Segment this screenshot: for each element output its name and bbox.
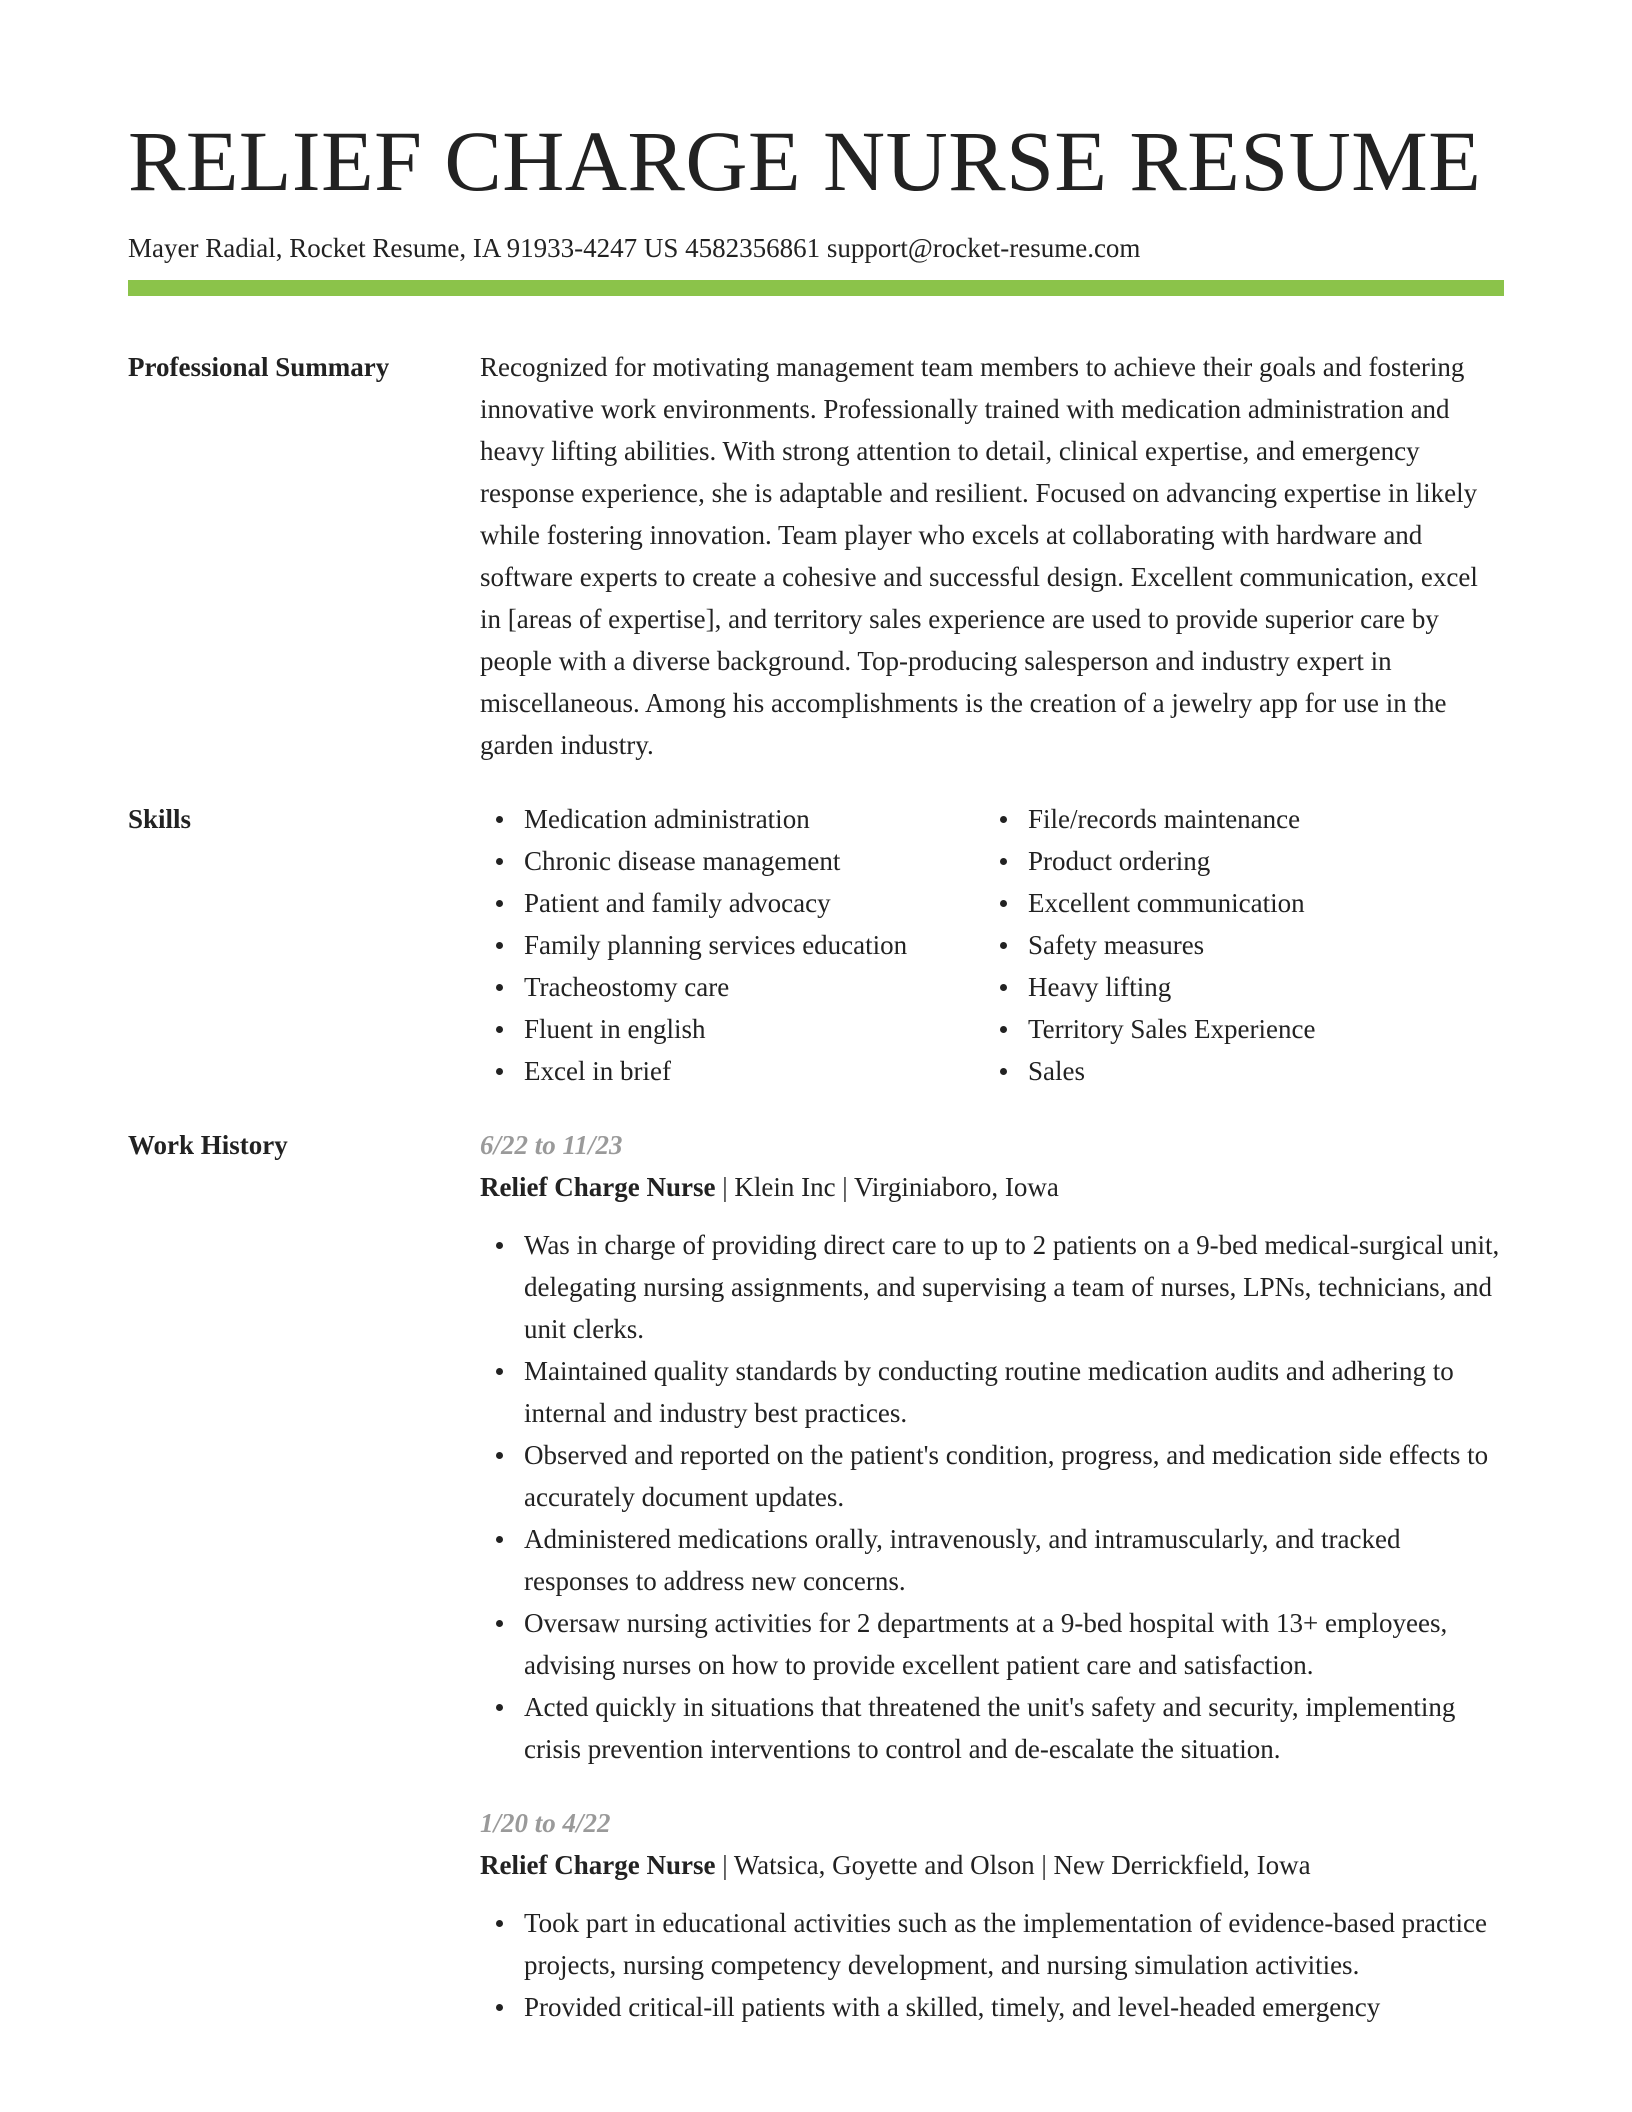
skills-section bbox=[128, 798, 1504, 1092]
skills-list-right bbox=[984, 798, 1488, 1092]
job-details: | Klein Inc | Virginiaboro, Iowa bbox=[715, 1172, 1059, 1203]
job-bullet: Acted quickly in situations that threatened the unit's safety and security, implementing crisis prevention interventions to control and de-escalate the situation. bbox=[524, 1686, 1504, 1770]
skill-item: Medication administration bbox=[524, 798, 984, 840]
skills-list-left bbox=[480, 798, 984, 1092]
job-bullet: Observed and reported on the patient's condition, progress, and medication side effects to accurately document updates. bbox=[524, 1434, 1504, 1518]
resume-page bbox=[128, 0, 1504, 2028]
job-bullet-list bbox=[480, 1224, 1504, 1770]
skill-item: Tracheostomy care bbox=[524, 966, 984, 1008]
job-dates: 6/22 to 11/23 bbox=[480, 1130, 623, 1161]
job-details: | Watsica, Goyette and Olson | New Derrickfield, Iowa bbox=[715, 1850, 1311, 1881]
skill-item: Sales bbox=[1028, 1050, 1488, 1092]
skill-item: Territory Sales Experience bbox=[1028, 1008, 1488, 1050]
summary-body bbox=[480, 346, 1504, 766]
skill-item: File/records maintenance bbox=[1028, 798, 1488, 840]
skill-item: Patient and family advocacy bbox=[524, 882, 984, 924]
work-history-heading: Work History bbox=[128, 1130, 288, 1161]
skill-item: Chronic disease management bbox=[524, 840, 984, 882]
job-bullet: Provided critical-ill patients with a skilled, timely, and level-headed emergency bbox=[524, 1986, 1504, 2028]
skills-heading: Skills bbox=[128, 804, 192, 835]
skill-item: Fluent in english bbox=[524, 1008, 984, 1050]
skill-item: Excel in brief bbox=[524, 1050, 984, 1092]
skill-item: Family planning services education bbox=[524, 924, 984, 966]
work-history-body bbox=[480, 1124, 1504, 2028]
job-entry bbox=[480, 1124, 1504, 1770]
job-entry bbox=[480, 1802, 1504, 2028]
job-dates: 1/20 to 4/22 bbox=[480, 1808, 611, 1839]
summary-section bbox=[128, 346, 1504, 766]
job-title: Relief Charge Nurse bbox=[480, 1172, 716, 1203]
contact-line: Mayer Radial, Rocket Resume, IA 91933-4247 US 4582356861 support@rocket-resume.com bbox=[128, 233, 1141, 263]
job-heading bbox=[480, 1844, 1504, 1886]
skill-item: Safety measures bbox=[1028, 924, 1488, 966]
resume-title: RELIEF CHARGE NURSE RESUME bbox=[128, 113, 1482, 209]
job-bullet: Maintained quality standards by conducting routine medication audits and adhering to internal and industry best practices. bbox=[524, 1350, 1504, 1434]
summary-text: Recognized for motivating management team members to achieve their goals and fostering innovative work environments. Professionally trained with medication administration and heavy lifting abilities. With strong attention to detail, clinical expertise, and emergency response experience, she is adaptable and resilient. Focused on advancing expertise in likely while fostering innovation. Team player who excels at collaborating with hardware and software experts to create a cohesive and successful design. Excellent communication, excel in [areas of expertise], and territory sales experience are used to provide superior care by people with a diverse background. Top-producing salesperson and industry expert in miscellaneous. Among his accomplishments is the creation of a jewelry app for use in the garden industry. bbox=[480, 352, 1478, 761]
job-bullet-list bbox=[480, 1902, 1504, 2028]
skills-body bbox=[480, 798, 1504, 1092]
job-bullet: Oversaw nursing activities for 2 departments at a 9-bed hospital with 13+ employees, advising nurses on how to provide excellent patient care and satisfaction. bbox=[524, 1602, 1504, 1686]
work-history-section bbox=[128, 1124, 1504, 2028]
skill-item: Heavy lifting bbox=[1028, 966, 1488, 1008]
skill-item: Excellent communication bbox=[1028, 882, 1488, 924]
job-title: Relief Charge Nurse bbox=[480, 1850, 716, 1881]
job-bullet: Took part in educational activities such as the implementation of evidence-based practice projects, nursing competency development, and nursing simulation activities. bbox=[524, 1902, 1504, 1986]
skill-item: Product ordering bbox=[1028, 840, 1488, 882]
job-heading bbox=[480, 1166, 1504, 1208]
job-bullet: Was in charge of providing direct care to up to 2 patients on a 9-bed medical-surgical unit, delegating nursing assignments, and supervising a team of nurses, LPNs, technicians, and unit clerks. bbox=[524, 1224, 1504, 1350]
job-bullet: Administered medications orally, intravenously, and intramuscularly, and tracked responses to address new concerns. bbox=[524, 1518, 1504, 1602]
summary-heading: Professional Summary bbox=[128, 352, 390, 383]
accent-divider bbox=[128, 280, 1504, 296]
